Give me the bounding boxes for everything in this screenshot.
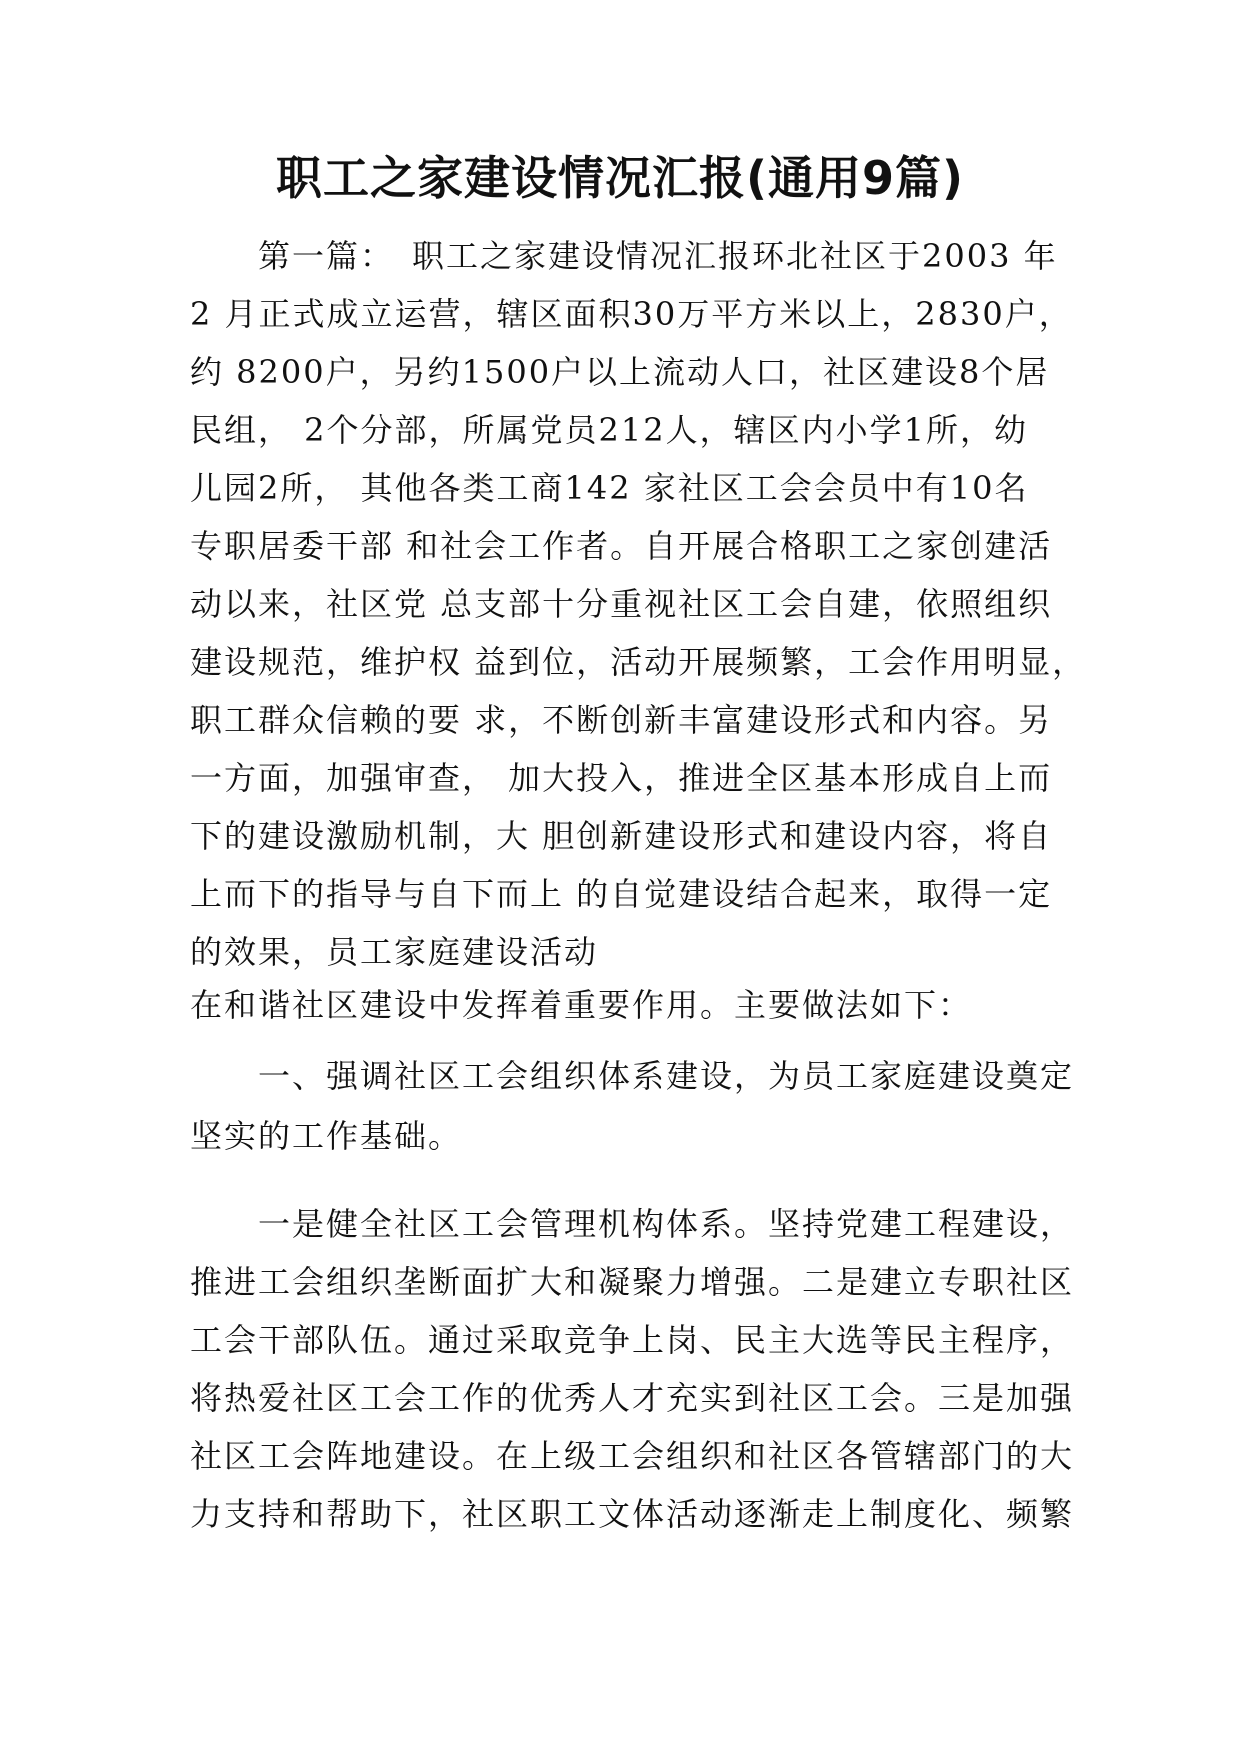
paragraph-line: 民组， 2个分部，所属党员212人，辖区内小学1所，幼 [190, 411, 1028, 449]
paragraph-line: 在和谐社区建设中发挥着重要作用。主要做法如下： [190, 986, 973, 1024]
paragraph-line: 上而下的指导与自下而上 的自觉建设结合起来，取得一定 [190, 875, 1053, 913]
paragraph-line: 的效果，员工家庭建设活动 [190, 933, 599, 971]
paragraph-line: 社区工会阵地建设。在上级工会组织和社区各管辖部门的大 [190, 1437, 1075, 1475]
paragraph-line: 力支持和帮助下，社区职工文体活动逐渐走上制度化、频繁 [190, 1495, 1075, 1533]
paragraph-line: 职工群众信赖的要 求，不断创新丰富建设形式和内容。另 [190, 701, 1053, 739]
section-heading-line: 坚实的工作基础。 [190, 1117, 463, 1155]
paragraph-line: 一方面，加强审查， 加大投入，推进全区基本形成自上而 [190, 759, 1053, 797]
section-heading-line: 一、强调社区工会组织体系建设，为员工家庭建设奠定 [258, 1057, 1075, 1095]
paragraph-line: 工会干部队伍。通过采取竞争上岗、民主大选等民主程序， [190, 1321, 1075, 1359]
paragraph-line: 推进工会组织垄断面扩大和凝聚力增强。二是建立专职社区 [190, 1263, 1075, 1301]
paragraph-line: 一是健全社区工会管理机构体系。坚持党建工程建设， [258, 1205, 1075, 1243]
paragraph-line: 第一篇： 职工之家建设情况汇报环北社区于2003 年 [258, 237, 1058, 275]
paragraph-line: 专职居委干部 和社会工作者。自开展合格职工之家创建活 [190, 527, 1053, 565]
paragraph-line: 动以来，社区党 总支部十分重视社区工会自建，依照组织 [190, 585, 1053, 623]
paragraph-line: 将热爱社区工会工作的优秀人才充实到社区工会。三是加强 [190, 1379, 1075, 1417]
paragraph-line: 2 月正式成立运营，辖区面积30万平方米以上，2830户， [190, 295, 1073, 333]
document-title: 职工之家建设情况汇报(通用9篇) [275, 151, 965, 205]
paragraph-line: 儿园2所， 其他各类工商142 家社区工会会员中有10名 [190, 469, 1029, 507]
paragraph-line: 建设规范，维护权 益到位，活动开展频繁，工会作用明显， [190, 643, 1087, 681]
paragraph-line: 下的建设激励机制，大 胆创新建设形式和建设内容，将自 [190, 817, 1053, 855]
paragraph-line: 约 8200户，另约1500户以上流动人口，社区建设8个居 [190, 353, 1050, 391]
